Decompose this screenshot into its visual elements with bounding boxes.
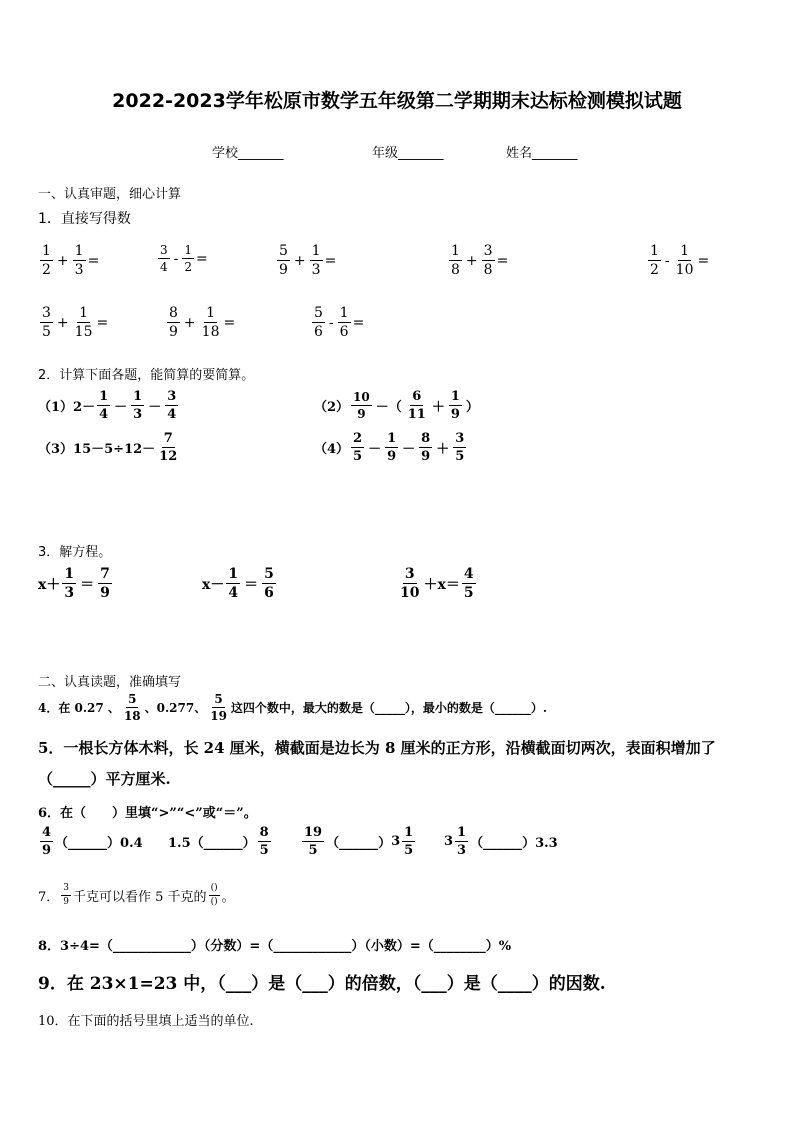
q2-problem-1 xyxy=(38,390,180,421)
operator: + xyxy=(465,252,478,269)
grade-field: 年级_______ xyxy=(372,146,444,161)
q1-item-3 xyxy=(275,244,336,277)
equation-text: x＋ xyxy=(38,576,61,593)
operator: ） xyxy=(465,400,479,415)
operator: + xyxy=(56,314,69,331)
numerator: 3 xyxy=(455,431,465,446)
q1-item-1 xyxy=(38,244,99,277)
numerator: 19 xyxy=(304,825,323,840)
equals: = xyxy=(96,314,109,331)
denominator: 9 xyxy=(421,449,431,464)
q2-problem-2 xyxy=(314,390,481,421)
denominator: 6 xyxy=(339,324,349,340)
numerator: 10 xyxy=(353,390,370,404)
numerator: 4 xyxy=(463,566,474,582)
numerator: 1 xyxy=(680,243,690,259)
denominator: 10 xyxy=(675,262,694,278)
numerator: 1 xyxy=(64,566,75,582)
denominator: () xyxy=(210,897,218,907)
denominator: 4 xyxy=(160,260,168,274)
denominator: 5 xyxy=(308,843,318,858)
denominator: 18 xyxy=(201,324,220,340)
denominator: 5 xyxy=(455,449,465,464)
operator: ＝ xyxy=(80,576,95,593)
equation-text: ＋x＝ xyxy=(423,576,460,593)
numerator: 5 xyxy=(128,692,137,706)
operator: － xyxy=(148,400,162,415)
q6-compare-a xyxy=(38,826,143,857)
operator: + xyxy=(56,252,69,269)
denominator: 9 xyxy=(450,407,460,422)
denominator: 5 xyxy=(259,843,269,858)
q4-middle: 、0.277、 xyxy=(144,701,207,715)
numerator: 5 xyxy=(264,566,274,582)
numerator: 5 xyxy=(279,243,288,259)
denominator: 5 xyxy=(353,449,363,464)
numerator: 1 xyxy=(650,243,659,259)
q6-compare-c xyxy=(300,826,417,857)
numerator: 1 xyxy=(450,389,460,404)
q2-label: 2．计算下面各题，能简算的要简算。 xyxy=(38,368,255,383)
q4 xyxy=(38,693,547,722)
denominator: 10 xyxy=(400,585,420,601)
denominator: 5 xyxy=(404,843,414,858)
denominator: 3 xyxy=(311,262,321,278)
denominator: 4 xyxy=(99,407,109,422)
q6-compare-b xyxy=(168,826,273,857)
numerator: 1 xyxy=(206,305,216,321)
numerator: 1 xyxy=(133,389,143,404)
numerator: 1 xyxy=(74,243,84,259)
mixed-whole: 3 xyxy=(391,834,401,849)
denominator: 2 xyxy=(184,260,193,274)
numerator: 3 xyxy=(42,305,51,321)
q3-label: 3．解方程。 xyxy=(38,545,112,560)
operator: ＝ xyxy=(244,576,259,593)
school-field: 学校_______ xyxy=(212,146,284,161)
operator: ＋ xyxy=(436,442,450,457)
numerator: 5 xyxy=(214,692,223,706)
q5-line-1: 5．一根长方体木料，长 24 厘米，横截面是边长为 8 厘米的正方形，沿横截面切两次，表面积增加了 xyxy=(38,739,716,757)
denominator: 6 xyxy=(314,324,323,340)
numerator: 3 xyxy=(404,566,415,582)
q4-suffix: 这四个数中，最大的数是（_____），最小的数是（______）. xyxy=(230,701,548,715)
operator: － xyxy=(368,442,382,457)
denominator: 15 xyxy=(74,324,93,340)
q1-item-6 xyxy=(38,306,108,339)
q10: 10．在下面的括号里填上适当的单位. xyxy=(38,1014,254,1029)
denominator: 9 xyxy=(279,262,288,278)
numerator: 1 xyxy=(387,431,397,446)
q7 xyxy=(38,884,235,907)
q3-equation-2 xyxy=(202,567,278,600)
q1-item-7 xyxy=(165,306,235,339)
equation-text: x－ xyxy=(202,576,225,593)
denominator: 12 xyxy=(159,449,178,464)
q1-item-5 xyxy=(646,244,709,277)
q7-prefix: 7． xyxy=(38,890,60,905)
equals: = xyxy=(697,252,710,269)
operator: + xyxy=(183,314,196,331)
operator: ＋ xyxy=(431,400,445,415)
equals: = xyxy=(496,252,509,269)
denominator: 8 xyxy=(451,262,460,278)
q6-label: 6．在（ ）里填“>”“<”或“＝”。 xyxy=(38,806,257,821)
numerator: 7 xyxy=(100,566,110,582)
section-1-heading: 一、认真审题，细心计算 xyxy=(38,187,182,202)
denominator: 9 xyxy=(42,843,52,858)
operator: - xyxy=(328,314,334,331)
q2-problem-4 xyxy=(314,432,468,463)
q8: 8．3÷4=（____________）（分数）=（____________）（小数）=（________）% xyxy=(38,939,512,954)
numerator: 1 xyxy=(451,243,460,259)
denominator: 18 xyxy=(123,709,141,723)
name-field: 姓名_______ xyxy=(506,146,578,161)
numerator: 1 xyxy=(184,243,193,257)
operator: － xyxy=(402,442,416,457)
q3-equation-3 xyxy=(396,567,478,600)
mixed-whole: 3 xyxy=(444,834,454,849)
compare-blank: （______）0.4 xyxy=(55,836,143,851)
numerator: () xyxy=(209,884,220,896)
numerator: 7 xyxy=(163,431,173,446)
q3-equation-1 xyxy=(38,567,114,600)
q9: 9．在 23×1=23 中，（___）是（___）的倍数，（___）是（____）的因数. xyxy=(38,974,606,994)
denominator: 9 xyxy=(169,324,178,340)
numerator: 1 xyxy=(404,825,414,840)
q4-prefix: 4．在 0.27 、 xyxy=(38,701,120,715)
numerator: 1 xyxy=(42,243,51,259)
denominator: 3 xyxy=(64,585,75,601)
denominator: 9 xyxy=(387,449,397,464)
denominator: 2 xyxy=(42,262,51,278)
numerator: 6 xyxy=(412,389,422,404)
equals: = xyxy=(223,314,236,331)
q2-problem-3 xyxy=(38,432,181,463)
q1-item-8 xyxy=(310,306,364,339)
compare-blank: （______） xyxy=(326,836,392,851)
numerator: 1 xyxy=(457,825,467,840)
problem-prefix: （3）15－5÷12－ xyxy=(38,442,156,457)
q1-label: 1．直接写得数 xyxy=(38,211,131,227)
numerator: 8 xyxy=(169,305,178,321)
denominator: 5 xyxy=(42,324,51,340)
numerator: 3 xyxy=(167,389,177,404)
denominator: 3 xyxy=(457,843,467,858)
denominator: 6 xyxy=(264,585,274,601)
numerator: 3 xyxy=(61,884,71,896)
q7-suffix: 。 xyxy=(221,890,235,905)
denominator: 9 xyxy=(63,897,70,907)
numerator: 3 xyxy=(483,243,493,259)
numerator: 3 xyxy=(160,243,168,257)
equals: = xyxy=(324,252,337,269)
denominator: 9 xyxy=(100,585,110,601)
operator: － xyxy=(114,400,128,415)
denominator: 2 xyxy=(650,262,659,278)
equals: = xyxy=(352,314,365,331)
denominator: 5 xyxy=(463,585,474,601)
q6-compare-d xyxy=(444,826,558,857)
denominator: 8 xyxy=(483,262,493,278)
numerator: 1 xyxy=(339,305,349,321)
numerator: 4 xyxy=(42,825,52,840)
q1-item-4 xyxy=(447,244,508,277)
problem-prefix: （1）2－ xyxy=(38,400,96,415)
denominator: 19 xyxy=(210,709,227,723)
numerator: 5 xyxy=(314,305,323,321)
equals: = xyxy=(196,250,208,267)
q5-line-2: （_____）平方厘米. xyxy=(38,770,171,788)
numerator: 8 xyxy=(421,431,431,446)
operator: + xyxy=(293,252,306,269)
compare-blank: 1.5（______） xyxy=(168,836,256,851)
operator: - xyxy=(664,252,670,269)
numerator: 2 xyxy=(353,431,363,446)
problem-prefix: （2） xyxy=(314,400,350,415)
denominator: 3 xyxy=(74,262,84,278)
denominator: 4 xyxy=(167,407,177,422)
operator: - xyxy=(173,250,179,267)
numerator: 1 xyxy=(79,305,89,321)
denominator: 9 xyxy=(357,407,366,421)
compare-blank: （______）3.3 xyxy=(470,836,558,851)
numerator: 1 xyxy=(228,566,239,582)
denominator: 3 xyxy=(133,407,143,422)
numerator: 1 xyxy=(99,389,109,404)
q1-item-2 xyxy=(156,244,208,273)
numerator: 8 xyxy=(259,825,269,840)
problem-prefix: （4） xyxy=(314,442,350,457)
q7-middle: 千克可以看作 5 千克的 xyxy=(73,890,207,905)
operator: －（ xyxy=(375,400,402,415)
denominator: 11 xyxy=(407,407,426,422)
denominator: 4 xyxy=(228,585,239,601)
page-title: 2022-2023学年松原市数学五年级第二学期期末达标检测模拟试题 xyxy=(112,90,682,112)
section-2-heading: 二、认真读题，准确填写 xyxy=(38,675,182,690)
numerator: 1 xyxy=(311,243,321,259)
equals: = xyxy=(87,252,100,269)
